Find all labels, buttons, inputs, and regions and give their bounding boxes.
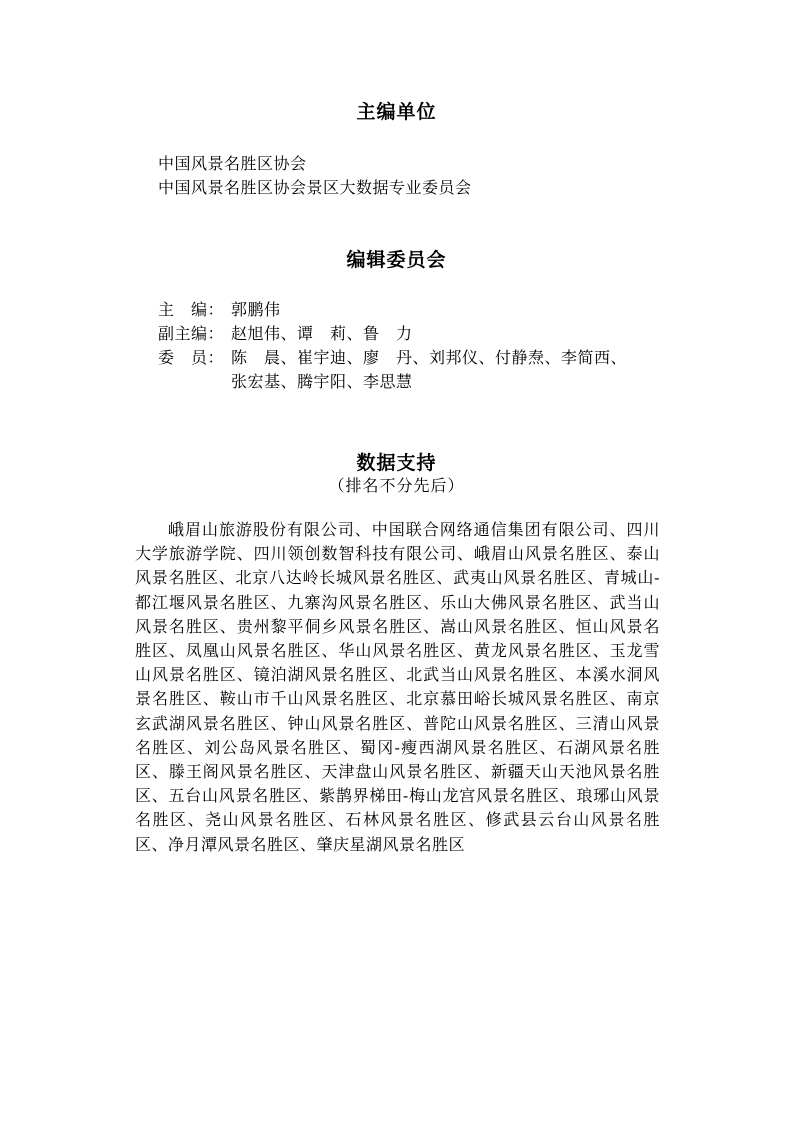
committee-names: 张宏基、腾宇阳、李思慧 xyxy=(231,372,413,391)
host-line-2: 中国风景名胜区协会景区大数据专业委员会 xyxy=(158,178,472,197)
committee-row-members xyxy=(158,346,627,370)
committee-role: 主 编： xyxy=(158,300,225,319)
host-heading: 主编单位 xyxy=(356,101,437,123)
support-body: 峨眉山旅游股份有限公司、中国联合网络通信集团有限公司、四川大学旅游学院、四川领创数智科技有限公司、峨眉山风景名胜区、泰山风景名胜区、北京八达岭长城风景名胜区、武夷山风景名胜区、青城山-都江堰风景名胜区、九寨沟风景名胜区、乐山大佛风景名胜区、武当山风景名胜区、贵州黎平侗乡风景名胜区、嵩山风景名胜区、恒山风景名胜区、凤凰山风景名胜区、华山风景名胜区、黄龙风景名胜区、玉龙雪山风景名胜区、镜泊湖风景名胜区、北武当山风景名胜区、本溪水洞风景名胜区、鞍山市千山风景名胜区、北京慕田峪长城风景名胜区、南京玄武湖风景名胜区、钟山风景名胜区、普陀山风景名胜区、三清山风景名胜区、刘公岛风景名胜区、蜀冈-瘦西湖风景名胜区、石湖风景名胜区、滕王阁风景名胜区、天津盘山风景名胜区、新疆天山天池风景名胜区、五台山风景名胜区、紫鹊界梯田-梅山龙宫风景名胜区、琅琊山风景名胜区、尧山风景名胜区、石林风景名胜区、修武县云台山风景名胜区、净月潭风景名胜区、肇庆星湖风景名胜区 xyxy=(135,520,660,854)
committee-names: 赵旭伟、谭 莉、鲁 力 xyxy=(231,324,413,343)
committee-row-deputy-editor xyxy=(158,322,627,346)
committee-role: 副主编： xyxy=(158,324,225,343)
committee-names: 郭鹏伟 xyxy=(231,300,281,319)
committee-role: 委 员： xyxy=(158,348,225,367)
committee-row-members-continued xyxy=(158,370,627,394)
committee-role xyxy=(158,370,231,394)
support-subheading: （排名不分先后） xyxy=(328,476,465,495)
committee-names: 陈 晨、崔宇迪、廖 丹、刘邦仪、付静焘、李简西、 xyxy=(231,348,628,367)
host-line-1: 中国风景名胜区协会 xyxy=(158,154,307,173)
committee-heading: 编辑委员会 xyxy=(346,249,447,271)
committee-row-chief-editor xyxy=(158,298,627,322)
support-heading: 数据支持 xyxy=(356,452,437,474)
committee-list xyxy=(158,298,627,394)
